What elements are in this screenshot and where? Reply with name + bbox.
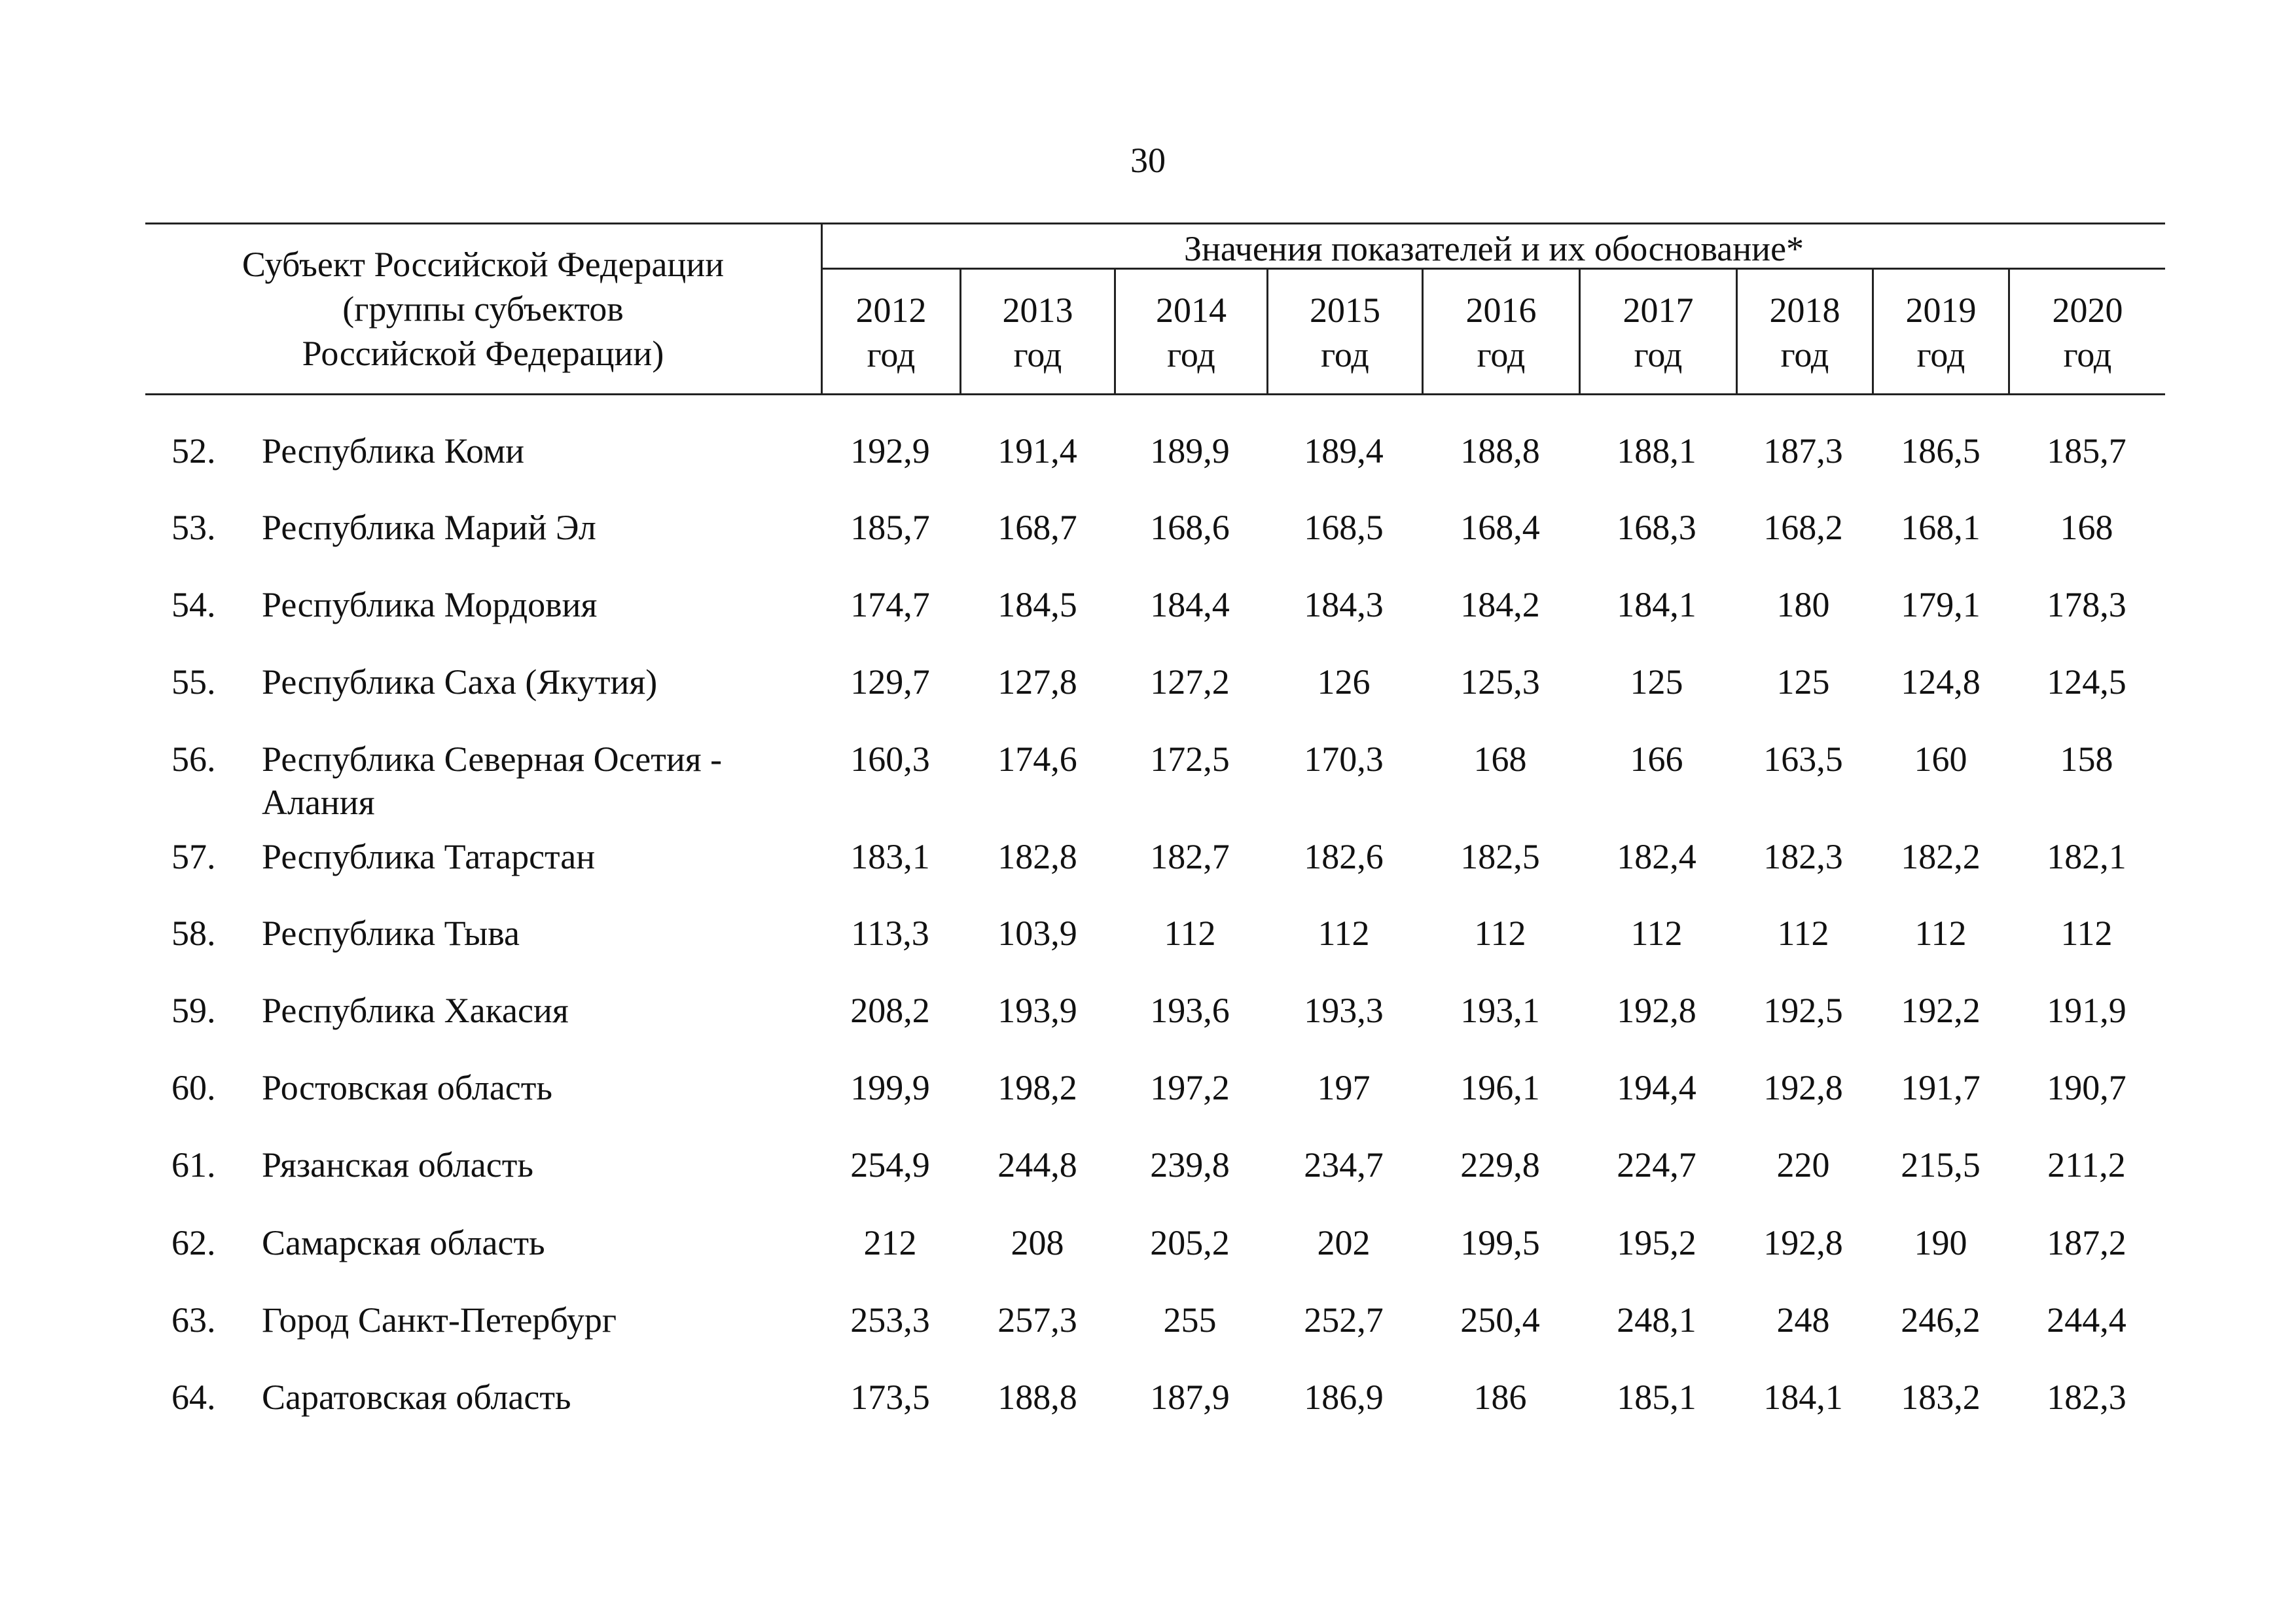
- value-cell-2015: 182,6: [1304, 837, 1384, 876]
- value-cell-2019: 192,2: [1901, 991, 1981, 1030]
- value-cell-2013: 103,9: [997, 914, 1077, 953]
- value-cell-2017: 248,1: [1617, 1300, 1696, 1340]
- year-label: 2015: [1310, 291, 1380, 330]
- value-cell-2016: 199,5: [1460, 1223, 1540, 1262]
- row-number: 61.: [171, 1145, 216, 1185]
- row-number: 55.: [171, 662, 216, 702]
- value-cell-2013: 188,8: [997, 1378, 1077, 1417]
- row-number: 53.: [171, 508, 216, 547]
- subject-header-line: Субъект Российской Федерации: [242, 245, 725, 284]
- value-cell-2015: 126: [1317, 662, 1371, 702]
- region-name-line: Республика Татарстан: [262, 837, 596, 876]
- value-cell-2019: 215,5: [1901, 1145, 1981, 1185]
- value-cell-2015: 186,9: [1304, 1378, 1384, 1417]
- value-cell-2012: 199,9: [850, 1068, 930, 1107]
- value-cell-2019: 191,7: [1901, 1068, 1981, 1107]
- row-number: 62.: [171, 1223, 216, 1262]
- region-name: [262, 989, 812, 1032]
- value-cell-2019: 186,5: [1901, 431, 1981, 471]
- region-name: [262, 429, 812, 473]
- year-unit: год: [2063, 335, 2112, 374]
- region-name-line: Республика Марий Эл: [262, 508, 596, 547]
- value-cell-2017: 112: [1630, 914, 1683, 953]
- value-cell-2012: 253,3: [850, 1300, 930, 1340]
- value-cell-2020: 190,7: [2047, 1068, 2126, 1107]
- value-cell-2020: 158: [2060, 740, 2113, 779]
- value-cell-2020: 244,4: [2047, 1300, 2126, 1340]
- year-label: 2020: [2052, 291, 2123, 330]
- values-column-header: Значения показателей и их обоснование*: [1183, 229, 1804, 268]
- region-name: [262, 1143, 812, 1186]
- region-name-line: Саратовская область: [262, 1378, 571, 1417]
- region-name-line: Республика Мордовия: [262, 585, 598, 624]
- value-cell-2015: 168,5: [1304, 508, 1384, 547]
- year-label: 2017: [1623, 291, 1694, 330]
- value-cell-2015: 193,3: [1304, 991, 1384, 1030]
- value-cell-2014: 205,2: [1150, 1223, 1230, 1262]
- year-label: 2014: [1156, 291, 1227, 330]
- row-number: 64.: [171, 1378, 216, 1417]
- value-cell-2013: 208: [1011, 1223, 1064, 1262]
- row-number: 54.: [171, 585, 216, 624]
- value-cell-2012: 208,2: [850, 991, 930, 1030]
- region-name: [262, 506, 812, 549]
- region-name: [262, 1221, 812, 1264]
- value-cell-2016: 112: [1474, 914, 1526, 953]
- year-unit: год: [1916, 335, 1965, 374]
- value-cell-2013: 257,3: [997, 1300, 1077, 1340]
- value-cell-2014: 168,6: [1150, 508, 1230, 547]
- value-cell-2013: 127,8: [997, 662, 1077, 702]
- year-unit: год: [1780, 335, 1829, 374]
- value-cell-2016: 196,1: [1460, 1068, 1540, 1107]
- row-number: 60.: [171, 1068, 216, 1107]
- value-cell-2015: 189,4: [1304, 431, 1384, 471]
- year-unit: год: [1634, 335, 1683, 374]
- value-cell-2020: 168: [2060, 508, 2113, 547]
- value-cell-2018: 192,8: [1763, 1223, 1843, 1262]
- value-cell-2014: 184,4: [1150, 585, 1230, 624]
- value-cell-2016: 193,1: [1460, 991, 1540, 1030]
- row-number: 59.: [171, 991, 216, 1030]
- value-cell-2013: 168,7: [997, 508, 1077, 547]
- year-label: 2012: [855, 291, 927, 330]
- row-number: 63.: [171, 1300, 216, 1340]
- value-cell-2013: 244,8: [997, 1145, 1077, 1185]
- value-cell-2016: 184,2: [1460, 585, 1540, 624]
- value-cell-2014: 189,9: [1150, 431, 1230, 471]
- value-cell-2013: 198,2: [997, 1068, 1077, 1107]
- region-name-line: Республика Саха (Якутия): [262, 662, 658, 702]
- value-cell-2015: 202: [1317, 1223, 1371, 1262]
- value-cell-2016: 168,4: [1460, 508, 1540, 547]
- value-cell-2020: 182,1: [2047, 837, 2126, 876]
- value-cell-2017: 125: [1630, 662, 1683, 702]
- value-cell-2017: 182,4: [1617, 837, 1696, 876]
- value-cell-2012: 183,1: [850, 837, 930, 876]
- region-name-line: Самарская область: [262, 1223, 545, 1262]
- region-name: [262, 583, 812, 626]
- value-cell-2016: 125,3: [1460, 662, 1540, 702]
- region-name: [262, 835, 812, 878]
- year-unit: год: [867, 335, 916, 374]
- region-name: [262, 1298, 812, 1342]
- value-cell-2018: 112: [1777, 914, 1829, 953]
- value-cell-2018: 125: [1776, 662, 1830, 702]
- value-cell-2015: 197: [1317, 1068, 1371, 1107]
- region-name-line: Республика Северная Осетия -: [262, 740, 723, 779]
- value-cell-2018: 180: [1776, 585, 1830, 624]
- value-cell-2015: 252,7: [1304, 1300, 1384, 1340]
- region-name-line: Город Санкт-Петербург: [262, 1300, 617, 1340]
- value-cell-2016: 188,8: [1460, 431, 1540, 471]
- value-cell-2012: 212: [863, 1223, 917, 1262]
- value-cell-2020: 185,7: [2047, 431, 2126, 471]
- value-cell-2012: 129,7: [850, 662, 930, 702]
- year-unit: год: [1013, 335, 1062, 374]
- value-cell-2018: 184,1: [1763, 1378, 1843, 1417]
- value-cell-2016: 186: [1473, 1378, 1527, 1417]
- row-number: 52.: [171, 431, 216, 471]
- value-cell-2020: 187,2: [2047, 1223, 2126, 1262]
- value-cell-2017: 168,3: [1617, 508, 1696, 547]
- year-label: 2013: [1002, 291, 1073, 330]
- value-cell-2020: 211,2: [2047, 1145, 2126, 1185]
- row-number: 58.: [171, 914, 216, 953]
- value-cell-2018: 187,3: [1763, 431, 1843, 471]
- value-cell-2014: 172,5: [1150, 740, 1230, 779]
- value-cell-2019: 179,1: [1901, 585, 1981, 624]
- value-cell-2020: 178,3: [2047, 585, 2126, 624]
- value-cell-2016: 229,8: [1460, 1145, 1540, 1185]
- region-name-line: Республика Хакасия: [262, 991, 569, 1030]
- region-name: [262, 738, 812, 824]
- value-cell-2017: 224,7: [1617, 1145, 1696, 1185]
- value-cell-2020: 124,5: [2047, 662, 2126, 702]
- value-cell-2013: 193,9: [997, 991, 1077, 1030]
- row-number: 56.: [171, 740, 216, 779]
- region-name: [262, 912, 812, 955]
- value-cell-2012: 185,7: [850, 508, 930, 547]
- value-cell-2018: 182,3: [1763, 837, 1843, 876]
- value-cell-2012: 113,3: [851, 914, 929, 953]
- value-cell-2013: 184,5: [997, 585, 1077, 624]
- value-cell-2013: 182,8: [997, 837, 1077, 876]
- value-cell-2018: 192,5: [1763, 991, 1843, 1030]
- value-cell-2013: 191,4: [997, 431, 1077, 471]
- value-cell-2014: 255: [1163, 1300, 1217, 1340]
- value-cell-2017: 195,2: [1617, 1223, 1696, 1262]
- year-unit: год: [1477, 335, 1526, 374]
- value-cell-2012: 254,9: [850, 1145, 930, 1185]
- value-cell-2019: 183,2: [1901, 1378, 1981, 1417]
- region-name-line: Республика Тыва: [262, 914, 520, 953]
- value-cell-2015: 184,3: [1304, 585, 1384, 624]
- page-number: 30: [1130, 141, 1166, 180]
- value-cell-2019: 168,1: [1901, 508, 1981, 547]
- value-cell-2018: 168,2: [1763, 508, 1843, 547]
- value-cell-2019: 112: [1914, 914, 1967, 953]
- value-cell-2018: 163,5: [1763, 740, 1843, 779]
- value-cell-2020: 191,9: [2047, 991, 2126, 1030]
- region-name-line: Ростовская область: [262, 1068, 552, 1107]
- year-unit: год: [1321, 335, 1369, 374]
- value-cell-2018: 248: [1776, 1300, 1830, 1340]
- value-cell-2012: 174,7: [850, 585, 930, 624]
- value-cell-2019: 190: [1914, 1223, 1967, 1262]
- value-cell-2014: 187,9: [1150, 1378, 1230, 1417]
- region-name-line: Рязанская область: [262, 1145, 533, 1185]
- value-cell-2012: 192,9: [850, 431, 930, 471]
- region-name: [262, 660, 812, 704]
- row-number: 57.: [171, 837, 216, 876]
- value-cell-2012: 173,5: [850, 1378, 930, 1417]
- value-cell-2014: 193,6: [1150, 991, 1230, 1030]
- value-cell-2017: 166: [1630, 740, 1683, 779]
- value-cell-2017: 194,4: [1617, 1068, 1696, 1107]
- value-cell-2019: 246,2: [1901, 1300, 1981, 1340]
- value-cell-2017: 188,1: [1617, 431, 1696, 471]
- value-cell-2016: 168: [1473, 740, 1527, 779]
- region-name: [262, 1066, 812, 1109]
- value-cell-2014: 127,2: [1150, 662, 1230, 702]
- value-cell-2016: 182,5: [1460, 837, 1540, 876]
- value-cell-2016: 250,4: [1460, 1300, 1540, 1340]
- value-cell-2018: 192,8: [1763, 1068, 1843, 1107]
- subject-header-line: Российской Федерации): [302, 334, 664, 373]
- year-label: 2016: [1465, 291, 1537, 330]
- value-cell-2015: 170,3: [1304, 740, 1384, 779]
- value-cell-2017: 184,1: [1617, 585, 1696, 624]
- value-cell-2020: 182,3: [2047, 1378, 2126, 1417]
- value-cell-2019: 124,8: [1901, 662, 1981, 702]
- year-unit: год: [1167, 335, 1215, 374]
- year-label: 2018: [1769, 291, 1840, 330]
- subject-header-line: (группы субъектов: [342, 289, 624, 329]
- value-cell-2015: 234,7: [1304, 1145, 1384, 1185]
- year-label: 2019: [1905, 291, 1977, 330]
- value-cell-2014: 182,7: [1150, 837, 1230, 876]
- value-cell-2014: 197,2: [1150, 1068, 1230, 1107]
- value-cell-2015: 112: [1318, 914, 1370, 953]
- region-name-line: Алания: [262, 783, 375, 822]
- region-name: [262, 1376, 812, 1419]
- value-cell-2019: 182,2: [1901, 837, 1981, 876]
- value-cell-2020: 112: [2060, 914, 2113, 953]
- value-cell-2012: 160,3: [850, 740, 930, 779]
- value-cell-2013: 174,6: [997, 740, 1077, 779]
- value-cell-2014: 239,8: [1150, 1145, 1230, 1185]
- value-cell-2017: 185,1: [1617, 1378, 1696, 1417]
- value-cell-2018: 220: [1776, 1145, 1830, 1185]
- value-cell-2014: 112: [1164, 914, 1216, 953]
- value-cell-2019: 160: [1914, 740, 1967, 779]
- value-cell-2017: 192,8: [1617, 991, 1696, 1030]
- region-name-line: Республика Коми: [262, 431, 525, 471]
